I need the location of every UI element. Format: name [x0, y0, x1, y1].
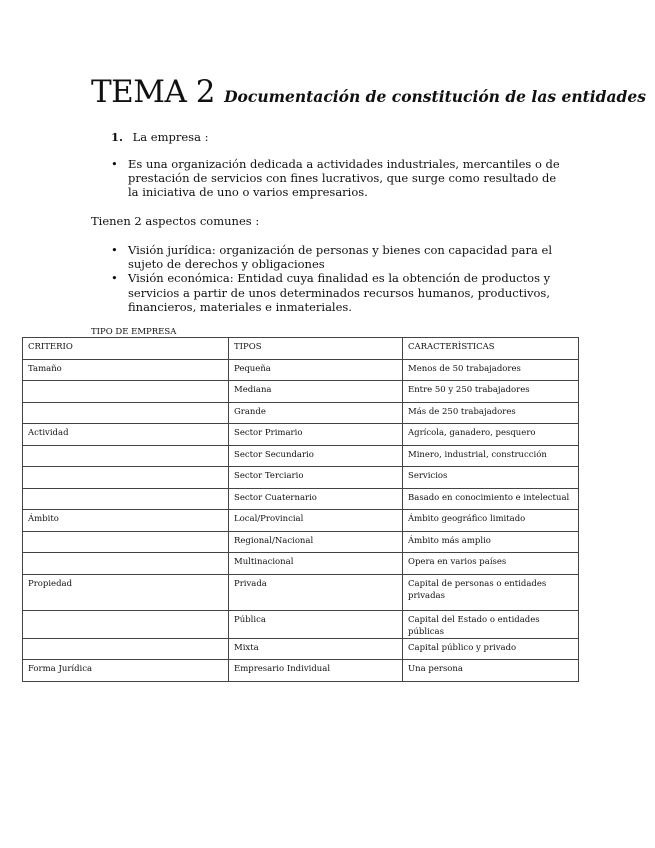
- cell-criterio: [23, 402, 229, 424]
- cell-tipo: Sector Cuaternario: [229, 488, 403, 510]
- table-row: [23, 402, 579, 424]
- table-row: [23, 531, 579, 553]
- cell-tipo: Pequeña: [229, 359, 403, 381]
- cell-criterio: [23, 638, 229, 660]
- aspects-intro: Tienen 2 aspectos comunes :: [91, 214, 260, 228]
- table-row: [23, 638, 579, 660]
- cell-criterio: Actividad: [23, 424, 229, 446]
- definition-item: • Es una organización dedicada a actividades industriales, mercantiles o de prestación de servicios con fines lucrativos, que surge como resultado de la iniciativa de uno o varios empresarios.: [111, 157, 561, 200]
- cell-caracteristica: Ámbito geográfico limitado: [403, 510, 579, 532]
- cell-tipo: Sector Secundario: [229, 445, 403, 467]
- definition-list: [111, 157, 561, 200]
- cell-caracteristica: Servicios: [403, 467, 579, 489]
- table-row: [23, 610, 579, 638]
- table-row: [23, 510, 579, 532]
- cell-caracteristica: Agrícola, ganadero, pesquero: [403, 424, 579, 446]
- cell-caracteristica: Entre 50 y 250 trabajadores: [403, 381, 579, 403]
- cell-caracteristica: Basado en conocimiento e intelectual: [403, 488, 579, 510]
- header-criterio: CRITERIO: [23, 338, 229, 360]
- header-tipos: TIPOS: [229, 338, 403, 360]
- cell-caracteristica: Una persona: [403, 660, 579, 682]
- empresa-table: [22, 337, 579, 682]
- cell-tipo: Local/Provincial: [229, 510, 403, 532]
- table-row: [23, 553, 579, 575]
- cell-tipo: Empresario Individual: [229, 660, 403, 682]
- table-row: [23, 467, 579, 489]
- aspect-item-juridica: • Visión jurídica: organización de personas y bienes con capacidad para el sujeto de derechos y obligaciones: [111, 243, 566, 271]
- cell-criterio: [23, 553, 229, 575]
- section-number: 1.: [111, 130, 124, 144]
- cell-criterio: [23, 610, 229, 638]
- cell-caracteristica: Ámbito más amplio: [403, 531, 579, 553]
- tema-heading: TEMA 2: [91, 74, 216, 110]
- cell-caracteristica: Menos de 50 trabajadores: [403, 359, 579, 381]
- section-label: La empresa :: [132, 130, 209, 144]
- page-title: [91, 74, 646, 110]
- cell-criterio: [23, 488, 229, 510]
- cell-tipo: Mixta: [229, 638, 403, 660]
- cell-criterio: [23, 445, 229, 467]
- section-heading: [111, 130, 208, 144]
- table-row: [23, 574, 579, 610]
- table-caption: TIPO DE EMPRESA: [91, 327, 177, 337]
- cell-caracteristica: Opera en varios países: [403, 553, 579, 575]
- cell-tipo: Sector Terciario: [229, 467, 403, 489]
- cell-caracteristica: Capital público y privado: [403, 638, 579, 660]
- cell-caracteristica: Más de 250 trabajadores: [403, 402, 579, 424]
- cell-criterio: Forma Jurídica: [23, 660, 229, 682]
- cell-tipo: Multinacional: [229, 553, 403, 575]
- cell-tipo: Privada: [229, 574, 403, 610]
- cell-criterio: [23, 531, 229, 553]
- table-row: [23, 359, 579, 381]
- table-row: [23, 660, 579, 682]
- cell-criterio: [23, 381, 229, 403]
- cell-tipo: Regional/Nacional: [229, 531, 403, 553]
- table-row: [23, 445, 579, 467]
- header-caracteristicas: CARACTERÌSTICAS: [403, 338, 579, 360]
- table-row: [23, 488, 579, 510]
- cell-caracteristica: Capital del Estado o entidades públicas: [403, 610, 579, 638]
- cell-tipo: Grande: [229, 402, 403, 424]
- cell-caracteristica: Minero, industrial, construcción: [403, 445, 579, 467]
- cell-criterio: Tamaño: [23, 359, 229, 381]
- table-row: [23, 381, 579, 403]
- table-header-row: [23, 338, 579, 360]
- aspects-list: [111, 243, 566, 314]
- cell-criterio: Ámbito: [23, 510, 229, 532]
- tema-subtitle: Documentación de constitución de las entidades: [224, 87, 646, 106]
- cell-criterio: Propiedad: [23, 574, 229, 610]
- aspect-item-economica: • Visión económica: Entidad cuya finalidad es la obtención de productos y servicios a partir de unos determinados recursos humanos, productivos, financieros, materiales e inmateriales.: [111, 271, 566, 314]
- cell-tipo: Pública: [229, 610, 403, 638]
- cell-caracteristica: Capital de personas o entidades privadas: [403, 574, 579, 610]
- cell-tipo: Mediana: [229, 381, 403, 403]
- table-row: [23, 424, 579, 446]
- cell-tipo: Sector Primario: [229, 424, 403, 446]
- cell-criterio: [23, 467, 229, 489]
